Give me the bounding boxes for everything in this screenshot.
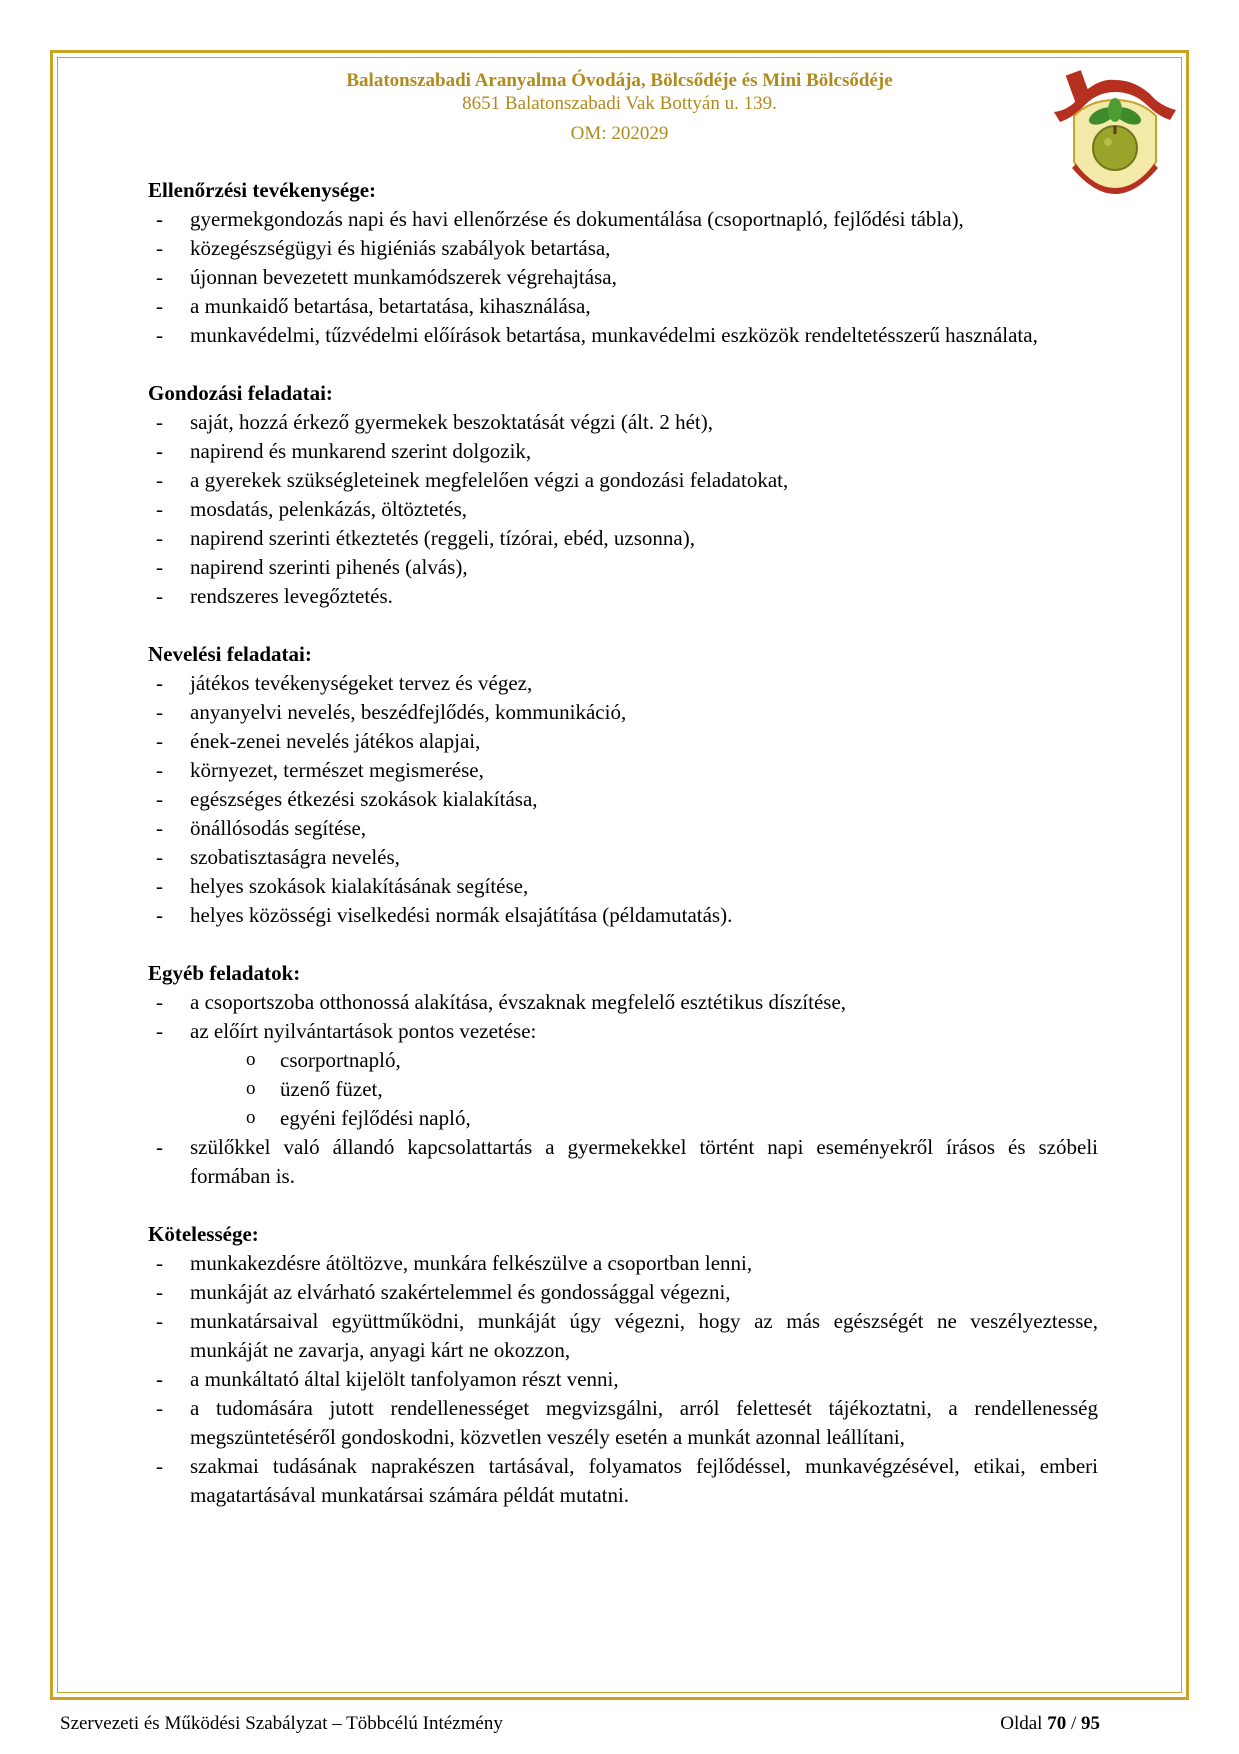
list-item: - önállósodás segítése,: [148, 814, 1098, 843]
list-item: - a munkáltató által kijelölt tanfolyamon részt venni,: [148, 1365, 1098, 1394]
list-item: - munkatársaival együttműködni, munkáját úgy végezni, hogy az más egészségét ne veszélyeztesse, munkáját ne zavarja, anyagi kárt ne okozzon,: [148, 1307, 1098, 1365]
list-item: - munkáját az elvárható szakértelemmel és gondossággal végezni,: [148, 1278, 1098, 1307]
sub-list-item: o egyéni fejlődési napló,: [148, 1104, 1098, 1133]
list-item: - munkavédelmi, tűzvédelmi előírások betartása, munkavédelmi eszközök rendeltetésszerű használata,: [148, 321, 1098, 350]
list-item: - szobatisztaságra nevelés,: [148, 843, 1098, 872]
list-item: - munkakezdésre átöltözve, munkára felkészülve a csoportban lenni,: [148, 1249, 1098, 1278]
list-item: - újonnan bevezetett munkamódszerek végrehajtása,: [148, 263, 1098, 292]
bullet-list: [148, 205, 1098, 350]
list-item: - közegészségügyi és higiéniás szabályok betartása,: [148, 234, 1098, 263]
bullet-list: [148, 1133, 1098, 1191]
section-title: Egyéb feladatok:: [148, 961, 301, 985]
sub-list-item: o üzenő füzet,: [148, 1075, 1098, 1104]
page-total: 95: [1081, 1713, 1100, 1734]
list-item: - napirend és munkarend szerint dolgozik,: [148, 437, 1098, 466]
institution-om: OM: 202029: [570, 123, 669, 144]
section-gondozasi: [148, 379, 1098, 611]
document-body: [148, 176, 1098, 1539]
list-item: - szülőkkel való állandó kapcsolattartás a gyermekekkel történt napi eseményekről írásos és szóbeli formában is.: [148, 1133, 1098, 1191]
section-kotelessege: [148, 1220, 1098, 1510]
section-ellenorzesi: [148, 176, 1098, 350]
institution-name: Balatonszabadi Aranyalma Óvodája, Bölcsődéje és Mini Bölcsődéje: [346, 70, 893, 91]
bullet-list: [148, 408, 1098, 611]
list-item: - napirend szerinti pihenés (alvás),: [148, 553, 1098, 582]
footer-document-title: Szervezeti és Működési Szabályzat – Többcélú Intézmény: [60, 1713, 503, 1734]
list-item: - anyanyelvi nevelés, beszédfejlődés, kommunikáció,: [148, 698, 1098, 727]
section-title: Nevelési feladatai:: [148, 642, 312, 666]
page-current: 70: [1047, 1713, 1067, 1734]
institution-address: 8651 Balatonszabadi Vak Bottyán u. 139.: [462, 93, 777, 114]
list-item: - helyes közösségi viselkedési normák elsajátítása (példamutatás).: [148, 901, 1098, 930]
list-item: - ének-zenei nevelés játékos alapjai,: [148, 727, 1098, 756]
list-item: - környezet, természet megismerése,: [148, 756, 1098, 785]
section-title: Ellenőrzési tevékenysége:: [148, 178, 377, 202]
page-label: Oldal: [1000, 1713, 1043, 1734]
bullet-list: [148, 1249, 1098, 1510]
list-item: - napirend szerinti étkeztetés (reggeli, tízórai, ebéd, uzsonna),: [148, 524, 1098, 553]
sub-list-item: o csorportnapló,: [148, 1046, 1098, 1075]
list-item: - rendszeres levegőztetés.: [148, 582, 1098, 611]
list-item: - a gyerekek szükségleteinek megfelelően végzi a gondozási feladatokat,: [148, 466, 1098, 495]
section-egyeb: [148, 959, 1098, 1191]
sub-bullet-list: [148, 1046, 1098, 1133]
bullet-list: [148, 988, 1098, 1046]
list-item: - mosdatás, pelenkázás, öltöztetés,: [148, 495, 1098, 524]
list-item: - helyes szokások kialakításának segítése,: [148, 872, 1098, 901]
list-item: - gyermekgondozás napi és havi ellenőrzése és dokumentálása (csoportnapló, fejlődési tábla),: [148, 205, 1098, 234]
list-item: - a munkaidő betartása, betartatása, kihasználása,: [148, 292, 1098, 321]
list-item: - játékos tevékenységeket tervez és végez,: [148, 669, 1098, 698]
list-item: - a tudomására jutott rendellenességet megvizsgálni, arról felettesét tájékoztatni, a rendellenesség megszüntetéséről gondoskodni, közvetlen veszély esetén a munkát azonnal leállítani,: [148, 1394, 1098, 1452]
page-separator: /: [1070, 1713, 1077, 1734]
section-nevelesi: [148, 640, 1098, 930]
bullet-list: [148, 669, 1098, 930]
list-item: - az előírt nyilvántartások pontos vezetése:: [148, 1017, 1098, 1046]
list-item: - szakmai tudásának naprakészen tartásával, folyamatos fejlődéssel, munkavégzésével, etikai, emberi magatartásával munkatársai számára példát mutatni.: [148, 1452, 1098, 1510]
section-title: Kötelessége:: [148, 1222, 259, 1246]
list-item: - egészséges étkezési szokások kialakítása,: [148, 785, 1098, 814]
list-item: - a csoportszoba otthonossá alakítása, évszaknak megfelelő esztétikus díszítése,: [148, 988, 1098, 1017]
page-number: [1000, 1712, 1100, 1736]
list-item: - saját, hozzá érkező gyermekek beszoktatását végzi (ált. 2 hét),: [148, 408, 1098, 437]
section-title: Gondozási feladatai:: [148, 381, 333, 405]
